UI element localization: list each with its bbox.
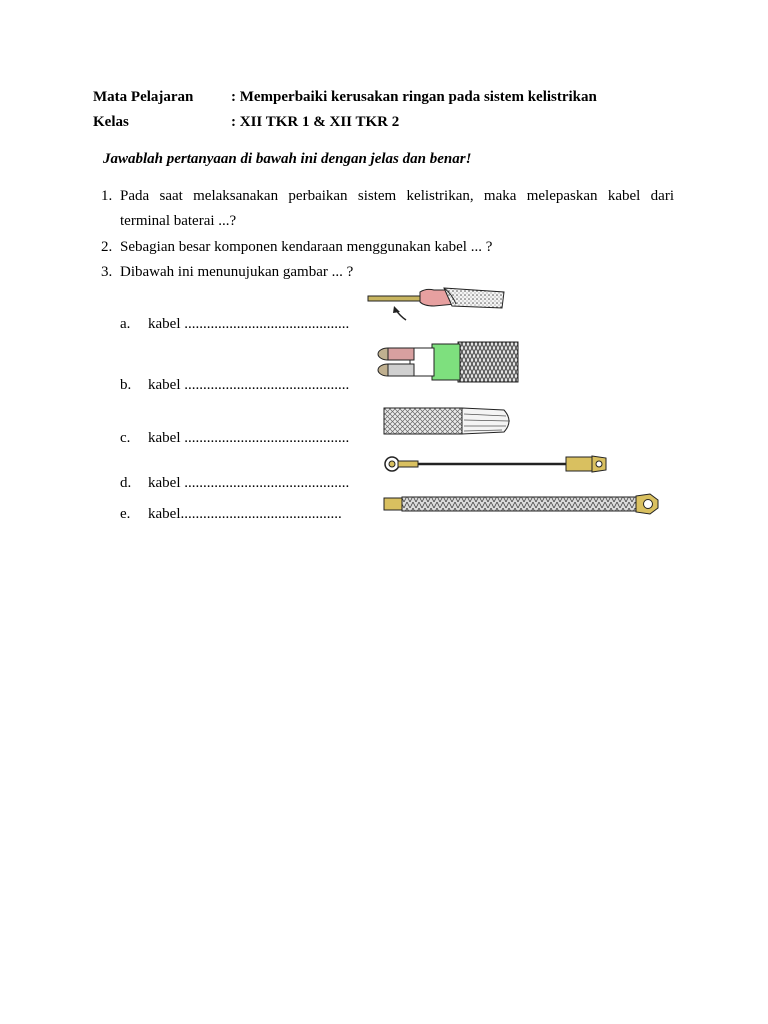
option-c-letter: c.: [120, 430, 131, 446]
option-a-text: kabel ............................................: [148, 316, 350, 332]
class-value: : XII TKR 1 & XII TKR 2: [231, 114, 400, 130]
question-2-number: 2.: [101, 239, 113, 255]
option-d-text: kabel ............................................: [148, 475, 350, 491]
subject-value: : Memperbaiki kerusakan ringan pada sistem kelistrikan: [231, 89, 597, 105]
cable-c-image: [380, 404, 520, 438]
cable-a-image: [360, 278, 510, 326]
class-label: Kelas: [93, 114, 129, 130]
cable-e-image: [380, 490, 662, 518]
option-b-letter: b.: [120, 377, 132, 393]
option-e-text: kabel...........................................: [148, 506, 342, 522]
option-b-text: kabel ............................................: [148, 377, 350, 393]
question-3-text: Dibawah ini menunujukan gambar ... ?: [120, 264, 354, 280]
question-3-number: 3.: [101, 264, 113, 280]
option-a-letter: a.: [120, 316, 131, 332]
question-1-line2: terminal baterai ...?: [120, 213, 237, 229]
option-d-letter: d.: [120, 475, 132, 491]
question-1-number: 1.: [101, 188, 113, 204]
cable-d-image: [380, 450, 612, 478]
question-1-line1: Pada saat melaksanakan perbaikan sistem kelistrikan, maka melepaskan kabel dari: [120, 188, 674, 204]
instruction: Jawablah pertanyaan di bawah ini dengan jelas dan benar!: [103, 151, 472, 167]
question-2-text: Sebagian besar komponen kendaraan menggunakan kabel ... ?: [120, 239, 493, 255]
cable-b-image: [374, 336, 522, 390]
option-c-text: kabel ............................................: [148, 430, 350, 446]
subject-label: Mata Pelajaran: [93, 89, 194, 105]
option-e-letter: e.: [120, 506, 131, 522]
